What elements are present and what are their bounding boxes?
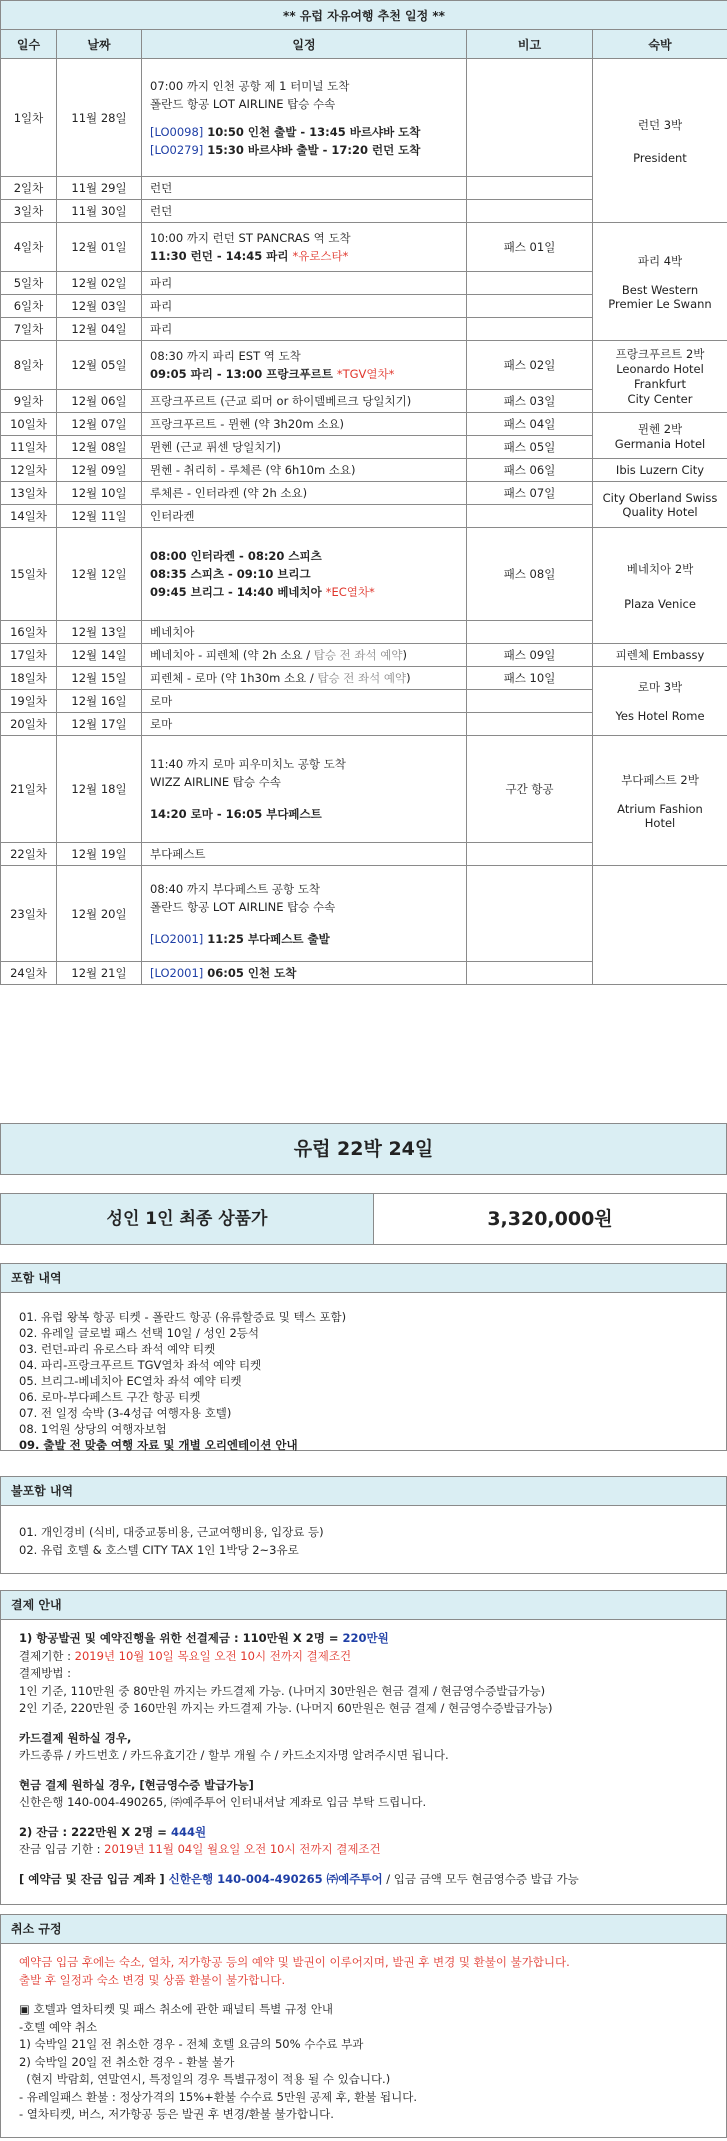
col-day: 일수 xyxy=(1,30,57,59)
table-row: 22일차 12월 19일 부다페스트 xyxy=(1,843,727,866)
list-item: 08. 1억원 상당의 여행자보험 xyxy=(19,1422,167,1436)
col-date: 날짜 xyxy=(57,30,142,59)
col-note: 비고 xyxy=(467,30,593,59)
stay-paris: 파리 4박 Best Western Premier Le Swann xyxy=(593,223,727,341)
list-item: 09. 출발 전 맞춤 여행 자료 및 개별 오리엔테이션 안내 xyxy=(19,1438,298,1452)
list-item: 02. 유레일 글로벌 패스 선택 10일 / 성인 2등석 xyxy=(19,1326,259,1340)
list-item: 03. 런던-파리 유로스타 좌석 예약 티켓 xyxy=(19,1342,216,1356)
col-schedule: 일정 xyxy=(142,30,467,59)
price-value: 3,320,000원 xyxy=(487,1208,613,1230)
stay-venice: 베네치아 2박 Plaza Venice xyxy=(593,528,727,644)
table-row: 3일차 11월 30일 런던 xyxy=(1,200,727,223)
table-row: 16일차 12월 13일 베네치아 xyxy=(1,621,727,644)
included-section xyxy=(0,1263,727,1451)
included-title: 포함 내역 xyxy=(1,1264,726,1293)
table-row: 17일차 12월 14일 베네치아 - 피렌체 (약 2h 소요 / 탑승 전 좌석 예약) 패스 09일 피렌체 Embassy xyxy=(1,644,727,667)
stay-lucerne: Ibis Luzern City xyxy=(593,459,727,482)
table-row: 4일차 12월 01일 10:00 까지 런던 ST PANCRAS 역 도착 11:30 런던 - 14:45 파리 *유로스타* 패스 01일 파리 4박 Best Western Premier Le Swann xyxy=(1,223,727,272)
table-row: 15일차 12월 12일 08:00 인터라켄 - 08:20 스피츠 08:35 스피츠 - 09:10 브리그 09:45 브리그 - 14:40 베네치아 *EC열차* 패스 08일 베네치아 2박 Plaza Venice xyxy=(1,528,727,621)
schedule-cell: 07:00 까지 인천 공항 제 1 터미널 도착 폴란드 항공 LOT AIRLINE 탑승 수속 [LO0098] 10:50 인천 출발 - 13:45 바르샤바 도착 [LO0279] 15:30 바르샤바 출발 - 17:20 런던 도착 xyxy=(142,59,467,177)
list-item: 05. 브리그-베네치아 EC열차 좌석 예약 티켓 xyxy=(19,1374,242,1388)
table-row: 2일차 11월 29일 런던 xyxy=(1,177,727,200)
stay-florence: 피렌체 Embassy xyxy=(593,644,727,667)
col-stay: 숙박 xyxy=(593,30,727,59)
itinerary-table xyxy=(0,0,727,985)
table-row: 23일차 12월 20일 08:40 까지 부다페스트 공항 도착 폴란드 항공 LOT AIRLINE 탑승 수속 [LO2001] 11:25 부다페스트 출발 xyxy=(1,866,727,962)
payment-title: 결제 안내 xyxy=(1,1591,726,1620)
payment-section: 결제 안내 1) 항공발권 및 예약진행을 위한 선결제금 : 110만원 X 2명 = 220만원 결제기한 : 2019년 10월 10일 목요일 오전 10시 전까지 결제조건 결제방법 : 1인 기준, 110만원 중 80만원 까지는 카드결제 가능. (나머지 30만원은 현금 결제 / 현금영수증발급가능) 2인 기준, 220만원 중 160만원 까지는 카드결제 가능. (나머지 60만원은 현금 결제 / 현금영수증발급가능) 카드결제 원하실 경우, 카드종류 / 카드번호 / 카드유효기간 / 할부 개월 수 / 카드소지자명 알려주시면 됩니다. 현금 결제 원하실 경우, [현금영수증 발급가능] 신한은행 140-004-490265, ㈜예주투어 인터내셔날 계좌로 입금 부탁 드립니다. 2) 잔금 : 222만원 X 2명 = 444원 잔금 입금 기한 : 2019년 11월 04일 월요일 오전 10시 전까지 결제조건 [ 예약금 및 잔금 입금 계좌 ] 신한은행 140-004-490265 ㈜예주투어 / 입금 금액 모두 현금영수증 발급 가능 xyxy=(0,1590,727,1905)
list-item: 07. 전 일정 숙박 (3-4성급 여행자용 호텔) xyxy=(19,1406,232,1420)
table-row: 7일차 12월 04일 파리 xyxy=(1,318,727,341)
table-row: 10일차 12월 07일 프랑크푸르트 - 뮌헨 (약 3h20m 소요) 패스 04일 뮌헨 2박 Germania Hotel xyxy=(1,413,727,436)
list-item: 1) 숙박일 21일 전 취소한 경우 - 전체 호텔 요금의 50% 수수료 부과 xyxy=(19,2037,364,2051)
cancel-section: 취소 규정 예약금 입금 후에는 숙소, 열차, 저가항공 등의 예약 및 발권이 이루어지며, 발권 후 변경 및 환불이 불가합니다. 출발 후 일정과 숙소 변경 및 상품 환불이 불가합니다. ▣ 호텔과 열차티켓 및 패스 취소에 관한 패널티 특별 규정 안내 -호텔 예약 취소 1) 숙박일 21일 전 취소한 경우 - 전체 호텔 요금의 50% 수수료 부과 2) 숙박일 20일 전 취소한 경우 - 환불 불가 (현지 박람회, 연말연시, 특정일의 경우 특별규정이 적용 될 수 있습니다.) - 유레일패스 환불 : 정상가격의 15%+환불 수수료 5만원 공제 후, 환불 됩니다. - 열차티켓, 버스, 저가항공 등은 발권 후 변경/환불 불가합니다. xyxy=(0,1914,727,2138)
stay-rome: 로마 3박 Yes Hotel Rome xyxy=(593,667,727,736)
list-item: 02. 유럽 호텔 & 호스텔 CITY TAX 1인 1박당 2~3유로 xyxy=(19,1542,299,1557)
table-row: 6일차 12월 03일 파리 xyxy=(1,295,727,318)
table-row: 8일차 12월 05일 08:30 까지 파리 EST 역 도착 09:05 파리 - 13:00 프랑크푸르트 *TGV열차* 패스 02일 프랑크푸르트 2박 Leonardo Hotel Frankfurt City Center xyxy=(1,341,727,390)
table-row: 20일차 12월 17일 로마 xyxy=(1,713,727,736)
table-row: 18일차 12월 15일 피렌체 - 로마 (약 1h30m 소요 / 탑승 전 좌석 예약) 패스 10일 로마 3박 Yes Hotel Rome xyxy=(1,667,727,690)
table-row: 13일차 12월 10일 루체른 - 인터라켄 (약 2h 소요) 패스 07일 City Oberland Swiss Quality Hotel xyxy=(1,482,727,505)
list-item: 04. 파리-프랑크푸르트 TGV열차 좌석 예약 티켓 xyxy=(19,1358,262,1372)
list-item: 2) 숙박일 20일 전 취소한 경우 - 환불 불가 xyxy=(19,2054,235,2069)
table-row: 5일차 12월 02일 파리 xyxy=(1,272,727,295)
list-item: 01. 유럽 왕복 항공 티켓 - 폴란드 항공 (유류할증료 및 텍스 포함) xyxy=(19,1310,347,1324)
table-row: 11일차 12월 08일 뮌헨 (근교 퓌센 당일치기) 패스 05일 xyxy=(1,436,727,459)
list-item: ▣ 호텔과 열차티켓 및 패스 취소에 관한 패널티 특별 규정 안내 xyxy=(19,2002,334,2016)
stay-munich: 뮌헨 2박 Germania Hotel xyxy=(593,413,727,459)
list-item: (현지 박람회, 연말연시, 특정일의 경우 특별규정이 적용 될 수 있습니다.) xyxy=(19,2072,391,2086)
list-item: 01. 개인경비 (식비, 대중교통비용, 근교여행비용, 입장료 등) xyxy=(19,1525,324,1539)
stay-london: 런던 3박 President xyxy=(593,59,727,223)
table-row: 12일차 12월 09일 뮌헨 - 취리히 - 루체른 (약 6h10m 소요) 패스 06일 Ibis Luzern City xyxy=(1,459,727,482)
price-label: 성인 1인 최종 상품가 xyxy=(1,1194,374,1244)
stay-budapest: 부다페스트 2박 Atrium Fashion Hotel xyxy=(593,736,727,866)
stay-interlaken: City Oberland Swiss Quality Hotel xyxy=(593,482,727,528)
stay-frankfurt: 프랑크푸르트 2박 Leonardo Hotel Frankfurt City Center xyxy=(593,341,727,413)
table-row: 21일차 12월 18일 11:40 까지 로마 피우미치노 공항 도착 WIZZ AIRLINE 탑승 수속 14:20 로마 - 16:05 부다페스트 구간 항공 부다페스트 2박 Atrium Fashion Hotel xyxy=(1,736,727,843)
cancel-title: 취소 규정 xyxy=(1,1915,726,1944)
table-row: 24일차 12월 21일 [LO2001] 06:05 인천 도착 xyxy=(1,962,727,985)
price-row xyxy=(0,1193,727,1245)
table-row: 1일차 11월 28일 07:00 까지 인천 공항 제 1 터미널 도착 폴란드 항공 LOT AIRLINE 탑승 수속 [LO0098] 10:50 인천 출발 - 13:45 바르샤바 도착 [LO0279] 15:30 바르샤바 출발 - 17:20 런던 도착 런던 3박 President xyxy=(1,59,727,177)
list-item: - 열차티켓, 버스, 저가항공 등은 발권 후 변경/환불 불가합니다. xyxy=(19,2107,334,2121)
list-item: -호텔 예약 취소 xyxy=(19,2019,98,2034)
excluded-section xyxy=(0,1476,727,1574)
list-item: 06. 로마-부다페스트 구간 항공 티켓 xyxy=(19,1390,201,1404)
table-row: 9일차 12월 06일 프랑크푸르트 (근교 뢰머 or 하이델베르크 당일치기) 패스 03일 xyxy=(1,390,727,413)
itinerary-title: ** 유럽 자유여행 추천 일정 ** xyxy=(1,1,727,30)
tour-title: 유럽 22박 24일 xyxy=(0,1123,727,1175)
list-item: - 유레일패스 환불 : 정상가격의 15%+환불 수수료 5만원 공제 후, 환불 됩니다. xyxy=(19,2089,417,2104)
excluded-title: 불포함 내역 xyxy=(1,1477,726,1506)
table-row: 19일차 12월 16일 로마 xyxy=(1,690,727,713)
table-row: 14일차 12월 11일 인터라켄 xyxy=(1,505,727,528)
